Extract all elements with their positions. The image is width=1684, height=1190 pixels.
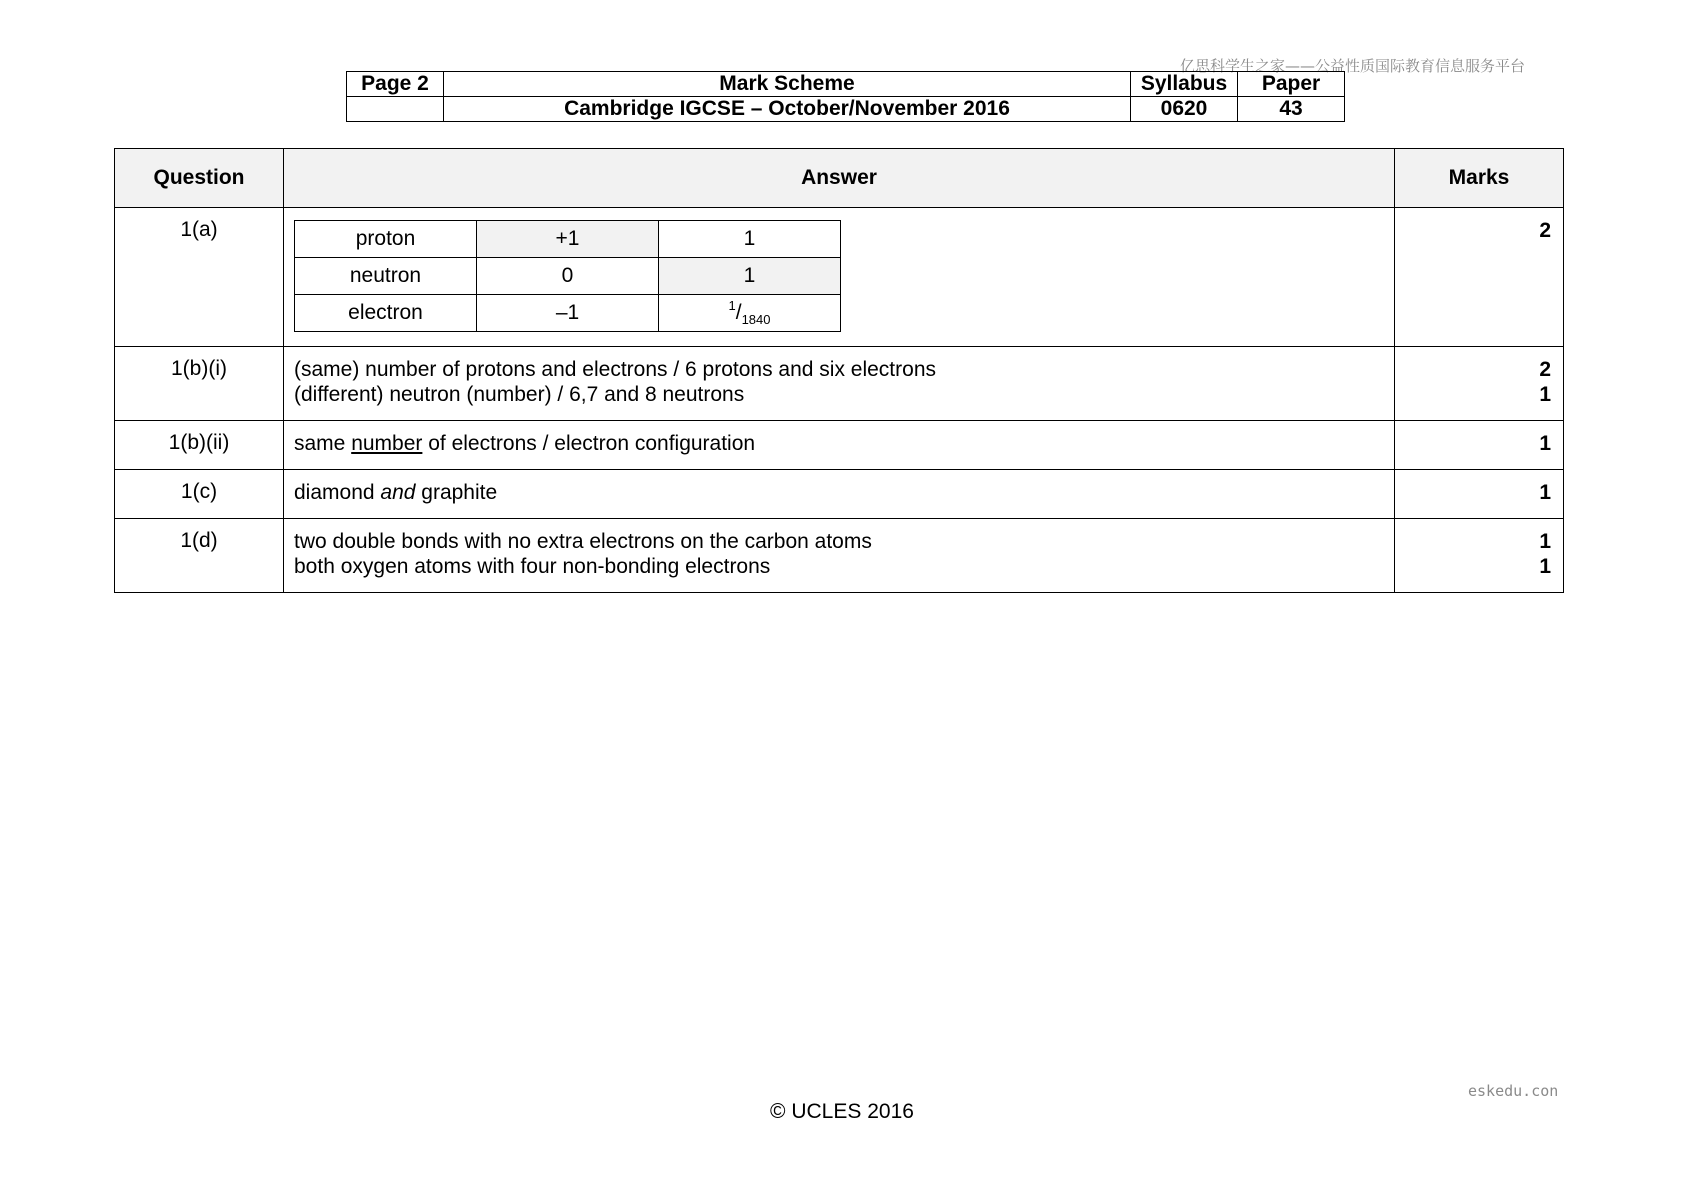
syllabus-code: 0620 [1131,97,1238,122]
syllabus-label: Syllabus [1131,72,1238,97]
question-number: 1(a) [115,208,284,347]
particle-name: proton [295,221,477,258]
answer-cell [284,347,1395,421]
answer-text: diamond [294,481,381,504]
mark-scheme-table [114,148,1564,593]
answer-text: of electrons / electron configuration [422,432,756,455]
particle-table [294,220,841,332]
marks-header: Marks [1395,149,1564,208]
question-number: 1(b)(ii) [115,421,284,470]
copyright-footer: © UCLES 2016 [770,1100,914,1123]
particle-row [295,221,841,258]
particle-row [295,258,841,295]
marks-cell [1395,519,1564,593]
question-header: Question [115,149,284,208]
marks-value: 1 [1539,555,1551,578]
answer-cell [284,519,1395,593]
answer-line: (different) neutron (number) / 6,7 and 8 neutrons [294,383,745,406]
paper-number: 43 [1238,97,1345,122]
marks-cell [1395,347,1564,421]
table-row-1a [115,208,1564,347]
question-number: 1(c) [115,470,284,519]
marks-value: 1 [1395,421,1564,470]
particle-charge: –1 [477,295,659,332]
marks-value: 2 [1539,358,1551,381]
fraction-slash: / [735,301,742,324]
marks-value: 1 [1395,470,1564,519]
particle-charge: 0 [477,258,659,295]
table-row-1c [115,470,1564,519]
question-number: 1(b)(i) [115,347,284,421]
watermark-top: 亿思科学生之家——公益性质国际教育信息服务平台 [1180,57,1526,75]
watermark-bottom: eskedu.con [1468,1082,1559,1100]
header-subtitle: Cambridge IGCSE – October/November 2016 [444,97,1131,122]
answer-header: Answer [284,149,1395,208]
header-empty-cell [347,97,444,122]
page-number: Page 2 [347,72,444,97]
answer-text-underlined: number [351,432,423,455]
answer-text-italic: and [380,481,416,504]
marks-value: 1 [1539,530,1551,553]
particle-mass: 1 [659,258,841,295]
particle-charge: +1 [477,221,659,258]
answer-cell [284,208,1395,347]
particle-name: neutron [295,258,477,295]
marks-value: 2 [1395,208,1564,347]
answer-line: (same) number of protons and electrons / 6 protons and six electrons [294,358,936,381]
header-title: Mark Scheme [444,72,1131,97]
header-table [346,71,1345,122]
table-row-1bii [115,421,1564,470]
answer-text: graphite [415,481,498,504]
table-header-row [115,149,1564,208]
question-number: 1(d) [115,519,284,593]
answer-line: two double bonds with no extra electrons on the carbon atoms [294,530,872,553]
answer-cell [284,470,1395,519]
answer-line: both oxygen atoms with four non-bonding electrons [294,555,771,578]
particle-row [295,295,841,332]
paper-label: Paper [1238,72,1345,97]
fraction-numerator: 1 [728,298,736,313]
table-row-1d [115,519,1564,593]
fraction-denominator: 1840 [741,312,771,327]
marks-value: 1 [1539,383,1551,406]
particle-mass-fraction [659,295,841,332]
particle-name: electron [295,295,477,332]
particle-mass: 1 [659,221,841,258]
table-row-1bi [115,347,1564,421]
answer-text: same [294,432,352,455]
answer-cell [284,421,1395,470]
